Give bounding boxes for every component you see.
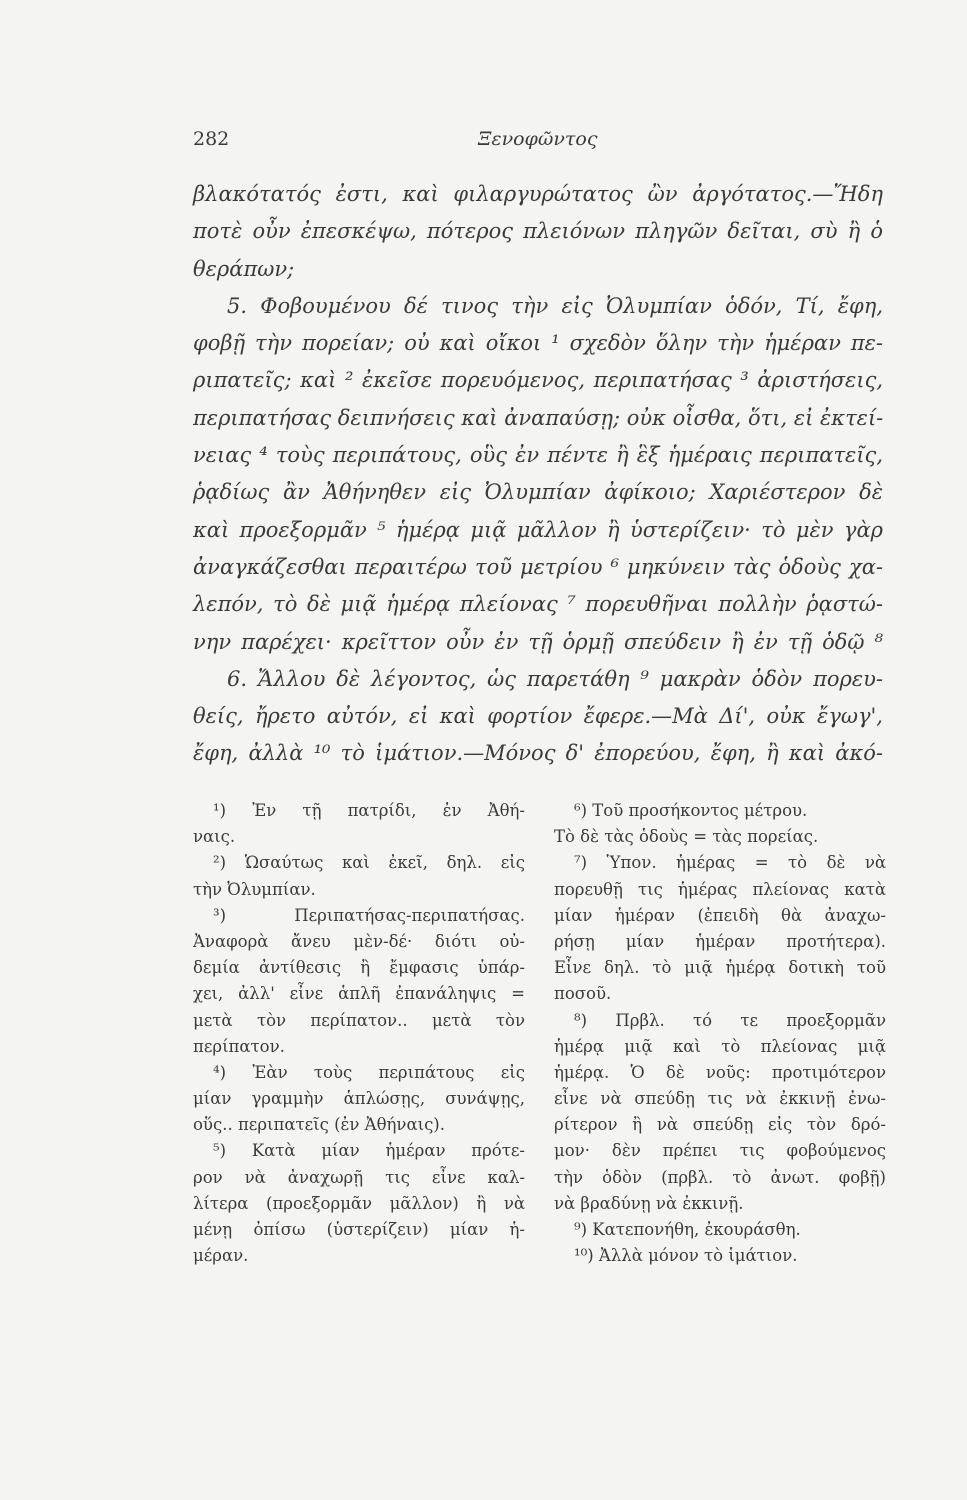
footnote-line: τὴν ὁδὸν (πρβλ. τὸ ἀνωτ. φοβῇ) — [554, 1167, 886, 1187]
footnote-line: οὕς.. περιπατεῖς (ἐν Ἀθήναις). — [193, 1115, 445, 1135]
footnote-line: Ἀναφορὰ ἄνευ μὲν-δέ· διότι οὐ- — [193, 931, 525, 951]
text-line: βλακότατός ἐστι, καὶ φιλαργυρώτατος ὢν ἀργότατος.—Ἤδη — [193, 182, 883, 206]
footnote-line: Εἶνε δηλ. τὸ μιᾷ ἡμέρᾳ δοτικὴ τοῦ — [554, 958, 886, 978]
footnote-line: εἶνε νὰ σπεύδῃ τις νὰ ἐκκινῇ ἐνω- — [554, 1089, 886, 1109]
main-text-block — [193, 176, 883, 773]
footnote-line: ἡμέρᾳ μιᾷ καὶ τὸ πλείονας μιᾷ — [554, 1036, 886, 1056]
footnote-line: ναις. — [193, 827, 236, 847]
footnote-line: ¹) Ἐν τῇ πατρίδι, ἐν Ἀθή- — [213, 801, 525, 820]
text-line: ριπατεῖς; καὶ ² ἐκεῖσε πορευόμενος, περιπατήσας ³ ἀριστήσεις, — [193, 368, 883, 393]
text-line: νην παρέχει· κρεῖττον οὖν ἐν τῇ ὁρμῇ σπεύδειν ἢ ἐν τῇ ὁδῷ ⁸ — [193, 629, 883, 654]
footnote-line: ²) Ὡσαύτως καὶ ἐκεῖ, δηλ. εἰς — [213, 853, 525, 873]
footnote-line: ἡμέρᾳ. Ὁ δὲ νοῦς: προτιμότερον — [554, 1062, 886, 1082]
footnote-line: ¹⁰) Ἀλλὰ μόνον τὸ ἱμάτιον. — [574, 1246, 798, 1266]
text-line: 6. Ἄλλου δὲ λέγοντος, ὡς παρετάθη ⁹ μακρὰν ὁδὸν πορευ- — [227, 666, 883, 691]
footnote-line: μέραν. — [193, 1246, 249, 1266]
footnote-line: ποσοῦ. — [554, 984, 612, 1004]
footnote-line: ⁸) Πρβλ. τό τε προεξορμᾶν — [574, 1010, 886, 1030]
footnote-line: ⁹) Κατεπονήθη, ἐκουράσθη. — [574, 1220, 801, 1239]
footnote-line: ρίτερον ἢ νὰ σπεύδῃ εἰς τὸν δρό- — [554, 1115, 886, 1135]
text-line: 5. Φοβουμένου δέ τινος τὴν εἰς Ὀλυμπίαν ὁδόν, Τί, ἔφη, — [227, 293, 883, 318]
running-title: Ξενοφῶντος — [478, 128, 598, 150]
text-line: ἔφη, ἀλλὰ ¹⁰ τὸ ἱμάτιον.—Μόνος δ' ἐπορεύου, ἔφη, ἢ καὶ ἀκό- — [193, 741, 883, 766]
text-line: νειας ⁴ τοὺς περιπάτους, οὓς ἐν πέντε ἢ ἓξ ἡμέραις περιπατεῖς, — [193, 443, 883, 468]
footnote-line: ⁶) Τοῦ προσήκοντος μέτρου. — [574, 801, 808, 820]
footnote-line: περίπατον. — [193, 1036, 285, 1056]
page-header — [193, 128, 883, 158]
footnote-line: ρήσῃ μίαν ἡμέραν προτήτερα). — [554, 931, 886, 951]
page-number: 282 — [193, 128, 230, 150]
text-line: καὶ προεξορμᾶν ⁵ ἡμέρᾳ μιᾷ μᾶλλον ἢ ὑστερίζειν· τὸ μὲν γὰρ — [193, 517, 883, 542]
footnote-line: ³) Περιπατήσας-περιπατήσας. — [213, 905, 525, 925]
footnote-line: νὰ βραδύνῃ νὰ ἐκκινῇ. — [554, 1193, 744, 1213]
footnote-line: ρον νὰ ἀναχωρῇ τις εἶνε καλ- — [193, 1167, 525, 1187]
footnote-line: μίαν γραμμὴν ἁπλώσῃς, συνάψῃς, — [193, 1089, 525, 1109]
text-line: φοβῇ τὴν πορείαν; οὐ καὶ οἴκοι ¹ σχεδὸν ὅλην τὴν ἡμέραν πε- — [193, 331, 883, 356]
text-line: θείς, ἤρετο αὐτόν, εἰ καὶ φορτίον ἔφερε.—Μὰ Δί', οὐκ ἔγωγ', — [193, 704, 883, 729]
footnote-line: πορευθῇ τις ἡμέρας πλείονας κατὰ — [554, 879, 886, 899]
text-line: λεπόν, τὸ δὲ μιᾷ ἡμέρᾳ πλείονας ⁷ πορευθῆναι πολλὴν ῥᾳστώ- — [193, 592, 883, 617]
footnotes-left-column — [193, 798, 525, 1269]
footnote-line: χει, ἀλλ' εἶνε ἁπλῆ ἐπανάληψις = — [193, 984, 525, 1004]
footnote-line: λίτερα (προεξορμᾶν μᾶλλον) ἢ νὰ — [193, 1193, 525, 1213]
text-line: θεράπων; — [193, 256, 295, 281]
text-line: ἀναγκάζεσθαι περαιτέρω τοῦ μετρίου ⁶ μηκύνειν τὰς ὁδοὺς χα- — [193, 554, 883, 579]
footnote-line: ⁷) Ὑπον. ἡμέρας = τὸ δὲ νὰ — [574, 853, 886, 873]
footnote-line: μετὰ τὸν περίπατον.. μετὰ τὸν — [193, 1010, 525, 1030]
footnote-line: ⁴) Ἐὰν τοὺς περιπάτους εἰς — [213, 1062, 525, 1082]
text-line: περιπατήσας δειπνήσεις καὶ ἀναπαύσῃ; οὐκ οἶσθα, ὅτι, εἰ ἐκτεί- — [193, 405, 884, 430]
text-line: ῥᾳδίως ἂν Ἀθήνηθεν εἰς Ὀλυμπίαν ἀφίκοιο; Χαριέστερον δὲ — [193, 480, 883, 505]
footnote-line: Τὸ δὲ τὰς ὁδοὺς = τὰς πορείας. — [554, 827, 819, 847]
footnote-line: δεμία ἀντίθεσις ἢ ἔμφασις ὑπάρ- — [193, 958, 525, 978]
footnote-line: ⁵) Κατὰ μίαν ἡμέραν πρότε- — [213, 1141, 525, 1161]
footnote-line: μίαν ἡμέραν (ἐπειδὴ θὰ ἀναχω- — [554, 905, 886, 925]
footnote-line: μον· δὲν πρέπει τις φοβούμενος — [554, 1141, 886, 1161]
footnotes-right-column — [554, 798, 886, 1269]
footnote-line: μένῃ ὀπίσω (ὑστερίζειν) μίαν ἡ- — [193, 1220, 525, 1239]
footnote-line: τὴν Ὀλυμπίαν. — [193, 879, 316, 899]
text-line: ποτὲ οὖν ἐπεσκέψω, πότερος πλειόνων πληγῶν δεῖται, σὺ ἢ ὁ — [193, 219, 883, 244]
